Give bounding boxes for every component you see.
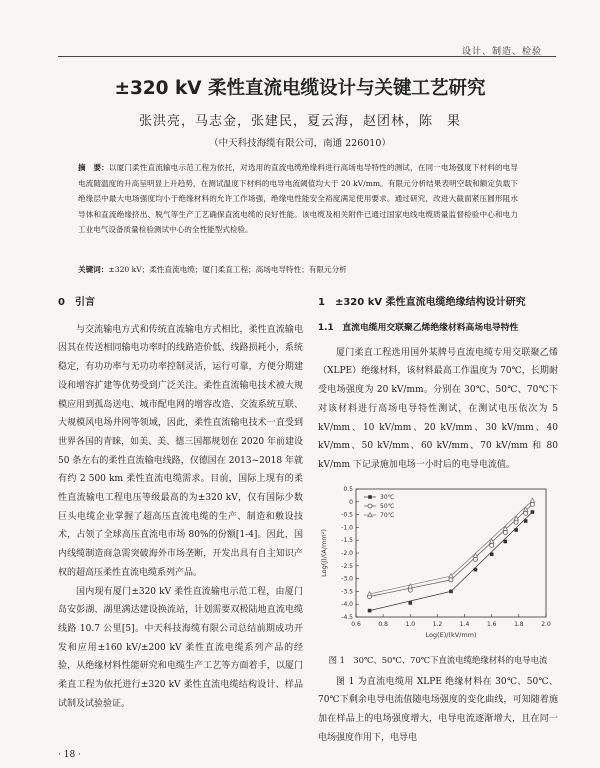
data-point-50c <box>490 543 494 547</box>
data-point-30c <box>474 567 478 571</box>
affiliation: （中天科技海缆有限公司，南通 226010） <box>209 138 391 149</box>
x-tick-label: 1.4 <box>459 620 470 628</box>
data-point-30c <box>514 528 518 532</box>
paper-title: ±320 kV 柔性直流电缆设计与关键工艺研究 <box>114 78 486 99</box>
data-point-30c <box>449 589 453 593</box>
data-point-70c <box>473 553 477 557</box>
data-point-50c <box>524 511 528 515</box>
fit-line-high <box>451 512 532 591</box>
abstract <box>78 160 518 238</box>
y-tick-label: -2.0 <box>341 549 353 557</box>
data-point-50c <box>514 520 518 524</box>
header-label: 设计、制造、检验 <box>461 47 542 57</box>
section1-para1: 厦门柔直工程选用国外某牌号直流电缆专用交联聚乙烯（XLPE）绝缘材料，该材料最高工作温度为 70℃，长期耐受电场强度为 20 kV/mm。分别在 30℃、50℃、70℃下对该材料进行高场电导特性测试，在测试电压依次为 5 kV/mm、10 kV/mm、20 kV/mm、30 kV/mm、40 kV/mm、50 kV/mm、60 kV/mm、70 kV/mm 和 80 kV/mm 下记录施加电场一小时后的电导电流值。 <box>318 347 558 470</box>
data-point-50c <box>503 530 507 534</box>
page-number: · 18 · <box>58 750 81 760</box>
right-column <box>318 290 558 747</box>
y-tick-label: 0.5 <box>343 485 353 493</box>
data-point-50c <box>449 578 453 582</box>
legend-marker <box>368 512 372 516</box>
y-tick-label: -4.0 <box>341 600 353 608</box>
keywords-label: 关键词： <box>78 265 109 274</box>
x-axis-label: Log(E)/(kV/mm) <box>425 630 477 639</box>
fit-line-high <box>451 500 532 576</box>
legend-label: 70℃ <box>380 511 395 519</box>
x-tick-label: 0.6 <box>351 620 361 628</box>
data-point-30c <box>368 608 372 612</box>
y-tick-label: 0 <box>349 498 353 506</box>
data-point-70c <box>367 591 371 595</box>
authors: 张洪亮，马志金，张建民，夏云海，赵团林，陈 果 <box>138 114 461 129</box>
y-tick-label: -1.0 <box>341 524 353 532</box>
section0-para2: 国内现有厦门±320 kV 柔性直流输电示范工程，由厦门岛安彭湖、湖里满达建设换流站，计划需要双极陆地直流电缆线路 10.7 公里[5]。中天科技海缆有限公司总结前期成功开发和应用±160 kV/±200 kV 柔性直流电缆系列产品的经验，从绝缘材料性能研究和电缆生产工艺等方面着手，以厦门柔直工程为依托进行±320 kV 柔性直流电缆结构设计、样品试制及试验验证。 <box>58 586 303 709</box>
y-tick-label: -2.5 <box>341 562 353 570</box>
data-point-30c <box>524 519 528 523</box>
x-tick-label: 1.6 <box>486 620 497 628</box>
keywords-text: ±320 kV；柔性直流电缆；厦门柔直工程；高场电导特性；有限元分析 <box>108 265 347 274</box>
section1-para2: 图 1 为直流电缆用 XLPE 绝缘材料在 30℃、50℃、70℃下剩余电导电流值随电场强度的变化曲线，可知随着施加在样品上的电场强度增大，电导电流逐渐增大，且在同一电场强度作用下，电导电 <box>318 676 558 743</box>
y-tick-label: -3.5 <box>341 588 353 596</box>
section1-heading: 1 ±320 kV 柔性直流电缆绝缘结构设计研究 <box>318 297 526 308</box>
y-tick-label: -4.5 <box>341 613 353 621</box>
keywords <box>78 264 518 275</box>
y-tick-label: -1.5 <box>341 536 353 544</box>
x-tick-label: 1.2 <box>432 620 443 628</box>
data-point-50c <box>408 588 412 592</box>
section0-heading: 0 引言 <box>58 297 95 308</box>
section0-para1: 与交流输电方式和传统直流输电方式相比，柔性直流输电因其在传送相同输电功率时的线路造价低、线路损耗小，系统稳定，有功功率与无功功率控制灵活，运行可靠，方便分期建设和增容扩建等优势受到广泛关注。柔性直流输电技术被大规模应用到孤岛送电、城市配电网的增容改造、交流系统互联、大规模风电场并网等领域，因此，柔性直流输电技术一直受到世界各国的青睐，如美、美、德三国都规划在 2020 年前建设 50 条左右的柔性直流输电线路，仅德国在 2013~2018 年就有约 2 500 km 柔性直流电缆需求。目前，国际上现有的柔性直流输电工程电压等级最高的为±320 kV，仅有国际少数巨头电缆企业掌握了超高压直流电缆的生产、制造和敷设技术，占领了全球高压直流电市场 80%的份额[1-4]。因此，国内线缆制造商急需突破海外市场垄断，开发出具有自主知识产权的超高压柔性直流电缆系列产品。 <box>58 324 303 578</box>
legend-label: 30℃ <box>380 493 395 501</box>
section1-1-heading: 1.1 直流电缆用交联聚乙烯绝缘材料高场电导特性 <box>318 322 519 333</box>
data-point-30c <box>531 510 535 514</box>
y-tick-label: -3.0 <box>341 575 353 583</box>
x-tick-label: 1.8 <box>514 620 524 628</box>
abstract-label: 摘 要： <box>78 163 109 172</box>
legend-marker <box>368 495 372 499</box>
data-point-50c <box>530 502 534 506</box>
data-point-50c <box>473 557 477 561</box>
x-tick-label: 1.0 <box>405 620 416 628</box>
data-point-30c <box>503 539 507 543</box>
data-point-70c <box>530 498 534 502</box>
data-point-30c <box>490 552 494 556</box>
figure-1-caption: 图 1 30℃、50℃、70℃下直流电缆绝缘材料的电导电流 <box>328 654 548 665</box>
y-axis-label: Log(J)/(A/mm²) <box>320 528 328 577</box>
x-tick-label: 2.0 <box>541 620 551 628</box>
y-tick-label: -0.5 <box>341 511 353 519</box>
abstract-text: 以厦门柔性直流输电示范工程为依托，对选用的直流电缆绝缘料进行高场电导特性的测试，在同一电场强度下材料的电导电流随温度的升高呈明显上升趋势，在测试温度下材料的电导电流阈值均大于 20 kV/mm。有限元分析结果表明空载和额定负载下绝缘层中最大电场强度均小于绝缘材料的允许工作场强，绝缘电性能安全裕度满足使用要求。通过研究，改进大截面紧压圆形阻水导体和直流绝缘挤出、脱气等生产工艺确保直流电缆的良好性能。该电缆及相关附件已通过国家电线电缆质量监督检验中心和电力工业电气设备质量检验测试中心的全性能型式检验。 <box>78 163 518 234</box>
data-point-30c <box>408 601 412 605</box>
header-rule <box>58 56 556 57</box>
legend-label: 50℃ <box>380 502 395 510</box>
conductivity-chart <box>318 481 558 651</box>
left-column <box>58 290 303 713</box>
x-tick-label: 0.8 <box>378 620 388 628</box>
figure-1 <box>318 481 558 651</box>
legend-marker <box>368 504 372 508</box>
